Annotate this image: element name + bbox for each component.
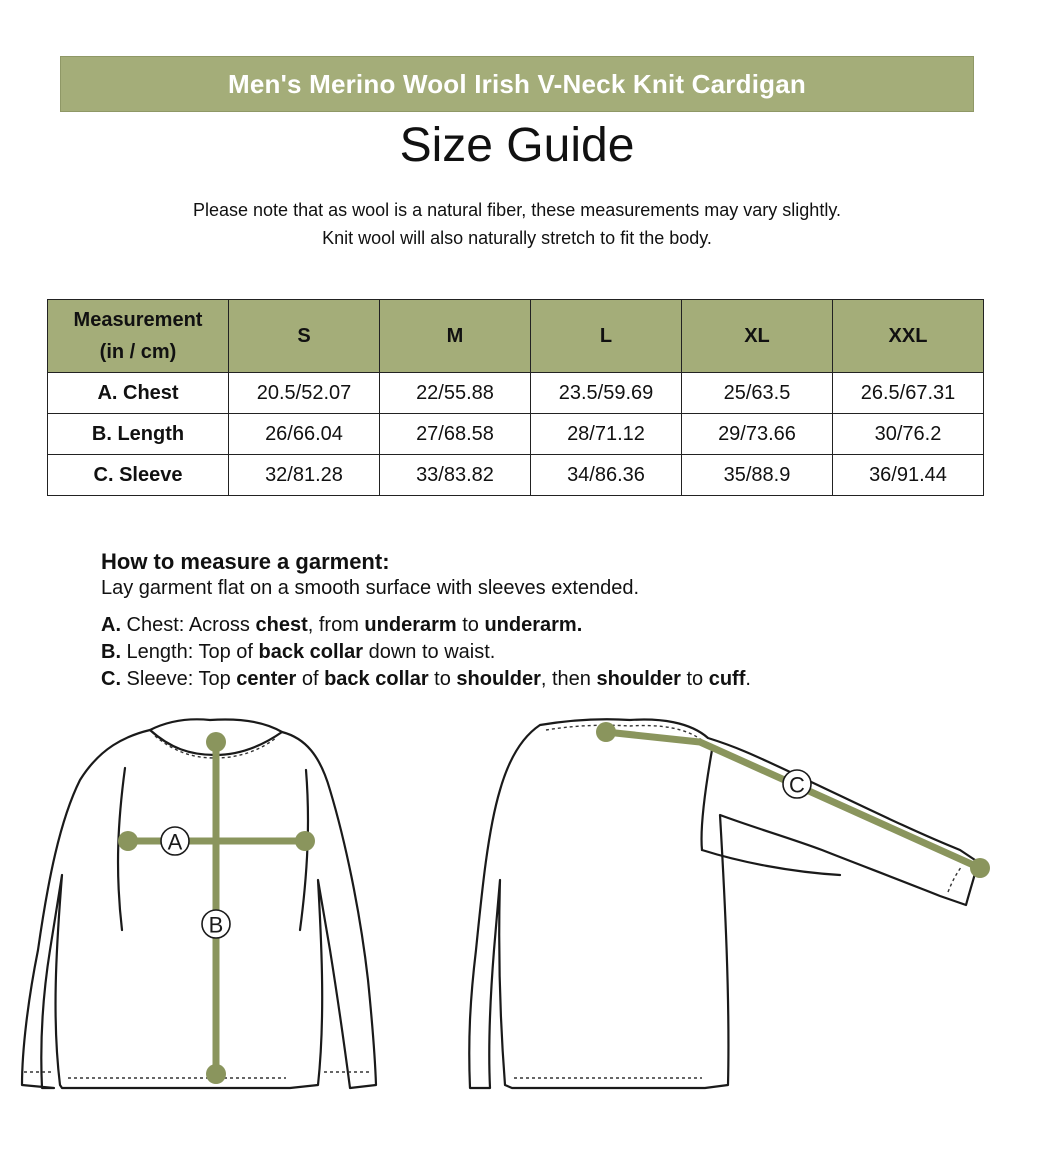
table-cell: 30/76.2 [833,414,984,455]
table-cell: 35/88.9 [682,455,833,496]
table-cell: 27/68.58 [380,414,531,455]
table-cell: 29/73.66 [682,414,833,455]
label-a: A [167,829,183,855]
table-header-row [48,300,984,373]
table-cell: 36/91.44 [833,455,984,496]
row-label: A. Chest [48,373,229,414]
back-garment-illustration [469,719,978,1088]
table-cell: 23.5/59.69 [531,373,682,414]
size-table [47,299,984,496]
how-to-subtitle: Lay garment flat on a smooth surface with sleeves extended. [101,577,640,599]
label-c-marker [783,770,811,798]
chest-start-dot [118,831,138,851]
row-label: C. Sleeve [48,455,229,496]
label-a-marker [161,827,189,855]
length-end-dot [206,1064,226,1084]
measure-length [206,732,226,1084]
header-measurement [48,300,229,373]
note-line-2: Knit wool will also naturally stretch to fit the body. [322,228,712,248]
table-cell: 26.5/67.31 [833,373,984,414]
header-size: XXL [833,300,984,373]
sleeve-measure-line [606,732,980,868]
sleeve-start-dot [596,722,616,742]
label-c: C [789,772,805,798]
page-title: Size Guide [399,119,635,172]
table-cell: 20.5/52.07 [229,373,380,414]
instruction-length: B. Length: Top of back collar down to waist. [101,641,496,663]
how-to-measure [101,548,751,693]
note-line-1: Please note that as wool is a natural fiber, these measurements may vary slightly. [193,200,841,220]
how-to-title: How to measure a garment: [101,549,390,574]
instruction-chest: A. Chest: Across chest, from underarm to underarm. [101,614,583,636]
header-size: L [531,300,682,373]
table-row [48,414,984,455]
header-size: XL [682,300,833,373]
title-banner [60,56,974,112]
table-row [48,455,984,496]
table-cell: 33/83.82 [380,455,531,496]
table-cell: 22/55.88 [380,373,531,414]
chest-end-dot [295,831,315,851]
table-cell: 26/66.04 [229,414,380,455]
table-cell: 28/71.12 [531,414,682,455]
table-cell: 25/63.5 [682,373,833,414]
header-size: M [380,300,531,373]
label-b-marker [202,910,230,938]
table-cell: 32/81.28 [229,455,380,496]
product-title: Men's Merino Wool Irish V-Neck Knit Cardigan [228,68,806,99]
garment-diagram [0,700,1051,1100]
label-b: B [208,912,224,938]
measure-sleeve [596,722,990,878]
length-start-dot [206,732,226,752]
row-label: B. Length [48,414,229,455]
header-measurement-unit: (in / cm) [99,341,177,363]
header-measurement-label: Measurement [73,309,203,331]
header-size: S [229,300,380,373]
front-garment-illustration [22,719,376,1088]
instruction-sleeve: C. Sleeve: Top center of back collar to shoulder, then shoulder to cuff. [101,668,751,690]
table-row [48,373,984,414]
sleeve-end-dot [970,858,990,878]
table-cell: 34/86.36 [531,455,682,496]
